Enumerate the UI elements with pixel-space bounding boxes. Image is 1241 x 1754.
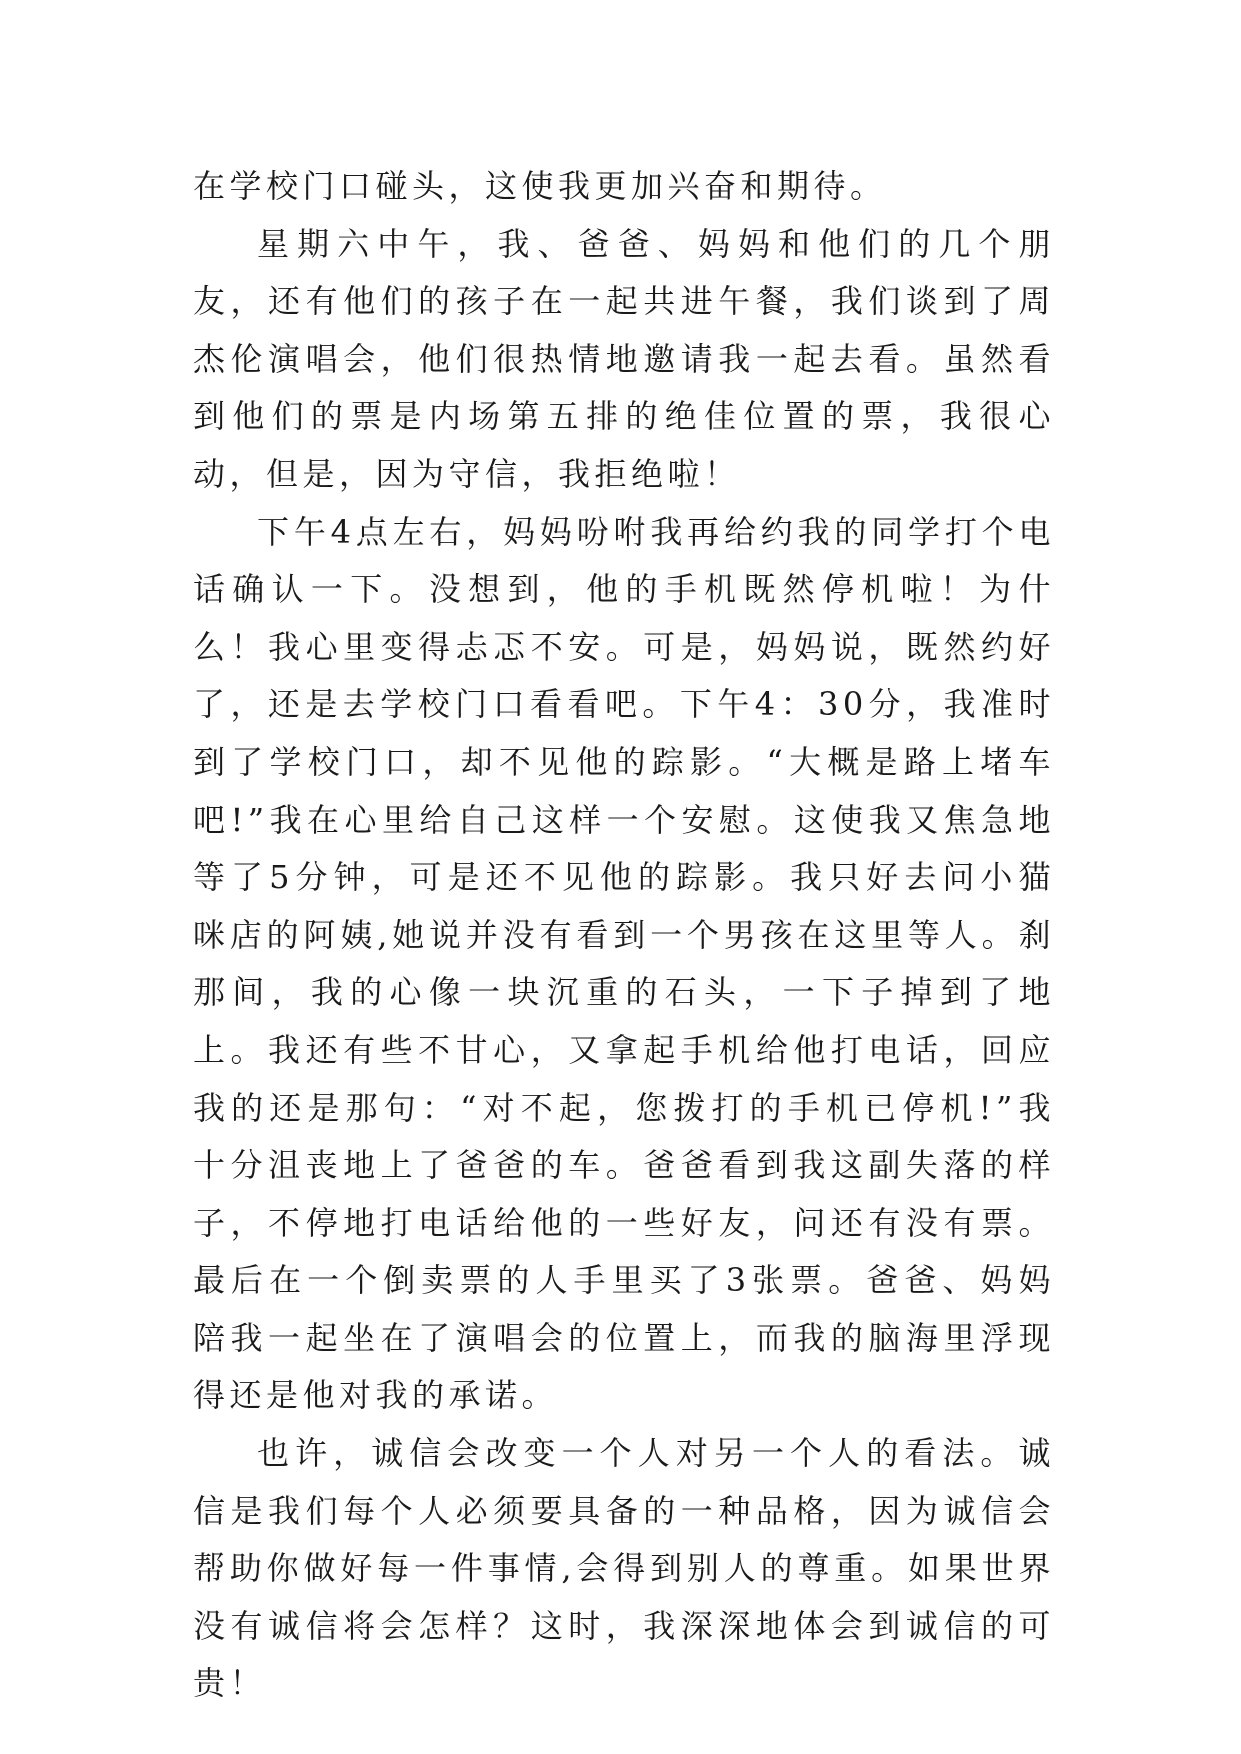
paragraph-conclusion: 也许，诚信会改变一个人对另一个人的看法。诚信是我们每个人必须要具备的一种品格，因为诚信会帮助你做好每一件事情,会得到别人的尊重。如果世界没有诚信将会怎样？这时，我深深地体会到诚信的可贵！ — [193, 1434, 1055, 1703]
paragraph-continuation: 在学校门口碰头，这使我更加兴奋和期待。 — [193, 167, 887, 205]
paragraph-waiting-at-school: 下午4点左右，妈妈吩咐我再给约我的同学打个电话确认一下。没想到，他的手机既然停机啦！为什么！我心里变得忐忑不安。可是，妈妈说，既然约好了，还是去学校门口看看吧。下午4：30分，我准时到了学校门口，却不见他的踪影。“大概是路上堵车吧!”我在心里给自己这样一个安慰。这使我又焦急地等了5分钟，可是还不见他的踪影。我只好去问小猫咪店的阿姨,她说并没有看到一个男孩在这里等人。刹那间，我的心像一块沉重的石头，一下子掉到了地上。我还有些不甘心，又拿起手机给他打电话，回应我的还是那句：“对不起，您拨打的手机已停机!”我十分沮丧地上了爸爸的车。爸爸看到我这副失落的样子，不停地打电话给他的一些好友，问还有没有票。最后在一个倒卖票的人手里买了3张票。爸爸、妈妈陪我一起坐在了演唱会的位置上，而我的脑海里浮现得还是他对我的承诺。 — [193, 512, 1055, 1415]
paragraph-lunch-invitation: 星期六中午，我、爸爸、妈妈和他们的几个朋友，还有他们的孩子在一起共进午餐，我们谈到了周杰伦演唱会，他们很热情地邀请我一起去看。虽然看到他们的票是内场第五排的绝佳位置的票，我很心动，但是，因为守信，我拒绝啦！ — [193, 224, 1055, 493]
document-body — [193, 158, 1055, 1713]
